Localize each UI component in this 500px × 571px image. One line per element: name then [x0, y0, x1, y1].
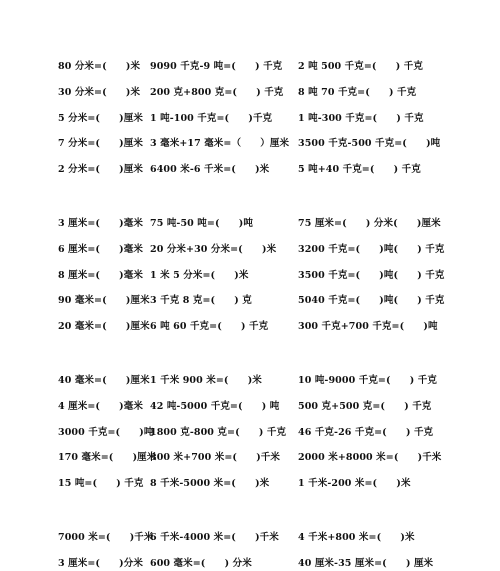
problem-row	[0, 161, 500, 177]
conversion-problem: 30 分米=( )米	[58, 86, 141, 98]
problem-row	[0, 372, 500, 388]
problem-row	[0, 135, 500, 151]
problem-row	[0, 241, 500, 257]
problem-row	[0, 110, 500, 126]
problem-row	[0, 267, 500, 283]
conversion-problem: 80 分米=( )米	[58, 61, 141, 72]
problem-row	[0, 424, 500, 440]
conversion-problem: 1800 克-800 克=( ) 千克	[150, 426, 287, 438]
conversion-problem: 3200 千克=( )吨( ) 千克	[298, 243, 445, 255]
conversion-problem: 1 吨-100 千克=( )千克	[150, 112, 273, 124]
conversion-problem: 20 毫米=( )厘米	[58, 321, 150, 333]
conversion-problem: 3500 千克-500 千克=( )吨	[298, 138, 441, 150]
conversion-problem: 6 千米-4000 米=( )千米	[150, 532, 279, 543]
problem-row	[0, 449, 500, 465]
conversion-problem: 5 吨+40 千克=( ) 千克	[298, 164, 421, 176]
conversion-problem: 42 吨-5000 千克=( ) 吨	[150, 400, 280, 412]
conversion-problem: 1 米 5 分米=( )米	[150, 269, 249, 281]
conversion-problem: 10 吨-9000 千克=( ) 千克	[298, 375, 437, 386]
conversion-problem: 20 分米+30 分米=( )米	[150, 243, 277, 255]
conversion-problem: 90 毫米=( )厘米	[58, 295, 150, 307]
conversion-problem: 3 毫米+17 毫米=（ ）厘米	[150, 138, 290, 150]
conversion-problem: 8 厘米=( )毫米	[58, 269, 143, 281]
conversion-problem: 1 千米 900 米=( )米	[150, 375, 262, 386]
conversion-problem: 2 吨 500 千克=( ) 千克	[298, 61, 423, 72]
conversion-problem: 6 厘米=( )毫米	[58, 243, 143, 255]
problem-row	[0, 215, 500, 231]
conversion-problem: 3 厘米=( )分米	[58, 557, 143, 569]
conversion-problem: 200 克+800 克=( ) 千克	[150, 86, 284, 98]
problem-row	[0, 58, 500, 74]
problem-row	[0, 84, 500, 100]
conversion-problem: 8 吨 70 千克=( ) 千克	[298, 86, 417, 98]
conversion-problem: 46 千克-26 千克=( ) 千克	[298, 426, 434, 438]
conversion-problem: 75 厘米=( ) 分米( )厘米	[298, 218, 441, 229]
conversion-problem: 500 克+500 克=( ) 千克	[298, 400, 432, 412]
conversion-problem: 7 分米=( )厘米	[58, 138, 143, 150]
conversion-problem: 15 吨=( ) 千克	[58, 478, 144, 490]
problem-row	[0, 555, 500, 571]
problem-row	[0, 398, 500, 414]
conversion-problem: 75 吨-50 吨=( )吨	[150, 218, 253, 229]
problem-row	[0, 292, 500, 308]
conversion-problem: 8 千米-5000 米=( )米	[150, 478, 270, 490]
conversion-problem: 3500 千克=( )吨( ) 千克	[298, 269, 445, 281]
conversion-problem: 7000 米=( )千米	[58, 532, 154, 543]
conversion-problem: 2000 米+8000 米=( )千米	[298, 452, 442, 464]
conversion-problem: 3 千克 8 克=( ) 克	[150, 295, 252, 307]
problem-row	[0, 529, 500, 545]
conversion-problem: 3 厘米=( )毫米	[58, 218, 143, 229]
conversion-problem: 5 分米=( )厘米	[58, 112, 143, 124]
conversion-problem: 40 厘米-35 厘米=( ) 厘米	[298, 557, 434, 569]
conversion-problem: 170 毫米=( )厘米	[58, 452, 157, 464]
conversion-problem: 300 千克+700 千克=( )吨	[298, 321, 438, 333]
problem-row	[0, 318, 500, 334]
conversion-problem: 1 千米-200 米=( )米	[298, 478, 411, 490]
conversion-problem: 5040 千克=( )吨( ) 千克	[298, 295, 445, 307]
conversion-problem: 600 毫米=( ) 分米	[150, 557, 252, 569]
conversion-problem: 6 吨 60 千克=( ) 千克	[150, 321, 269, 333]
conversion-problem: 40 毫米=( )厘米	[58, 375, 150, 386]
conversion-problem: 3000 千克=( )吨	[58, 426, 154, 438]
conversion-problem: 4 厘米=( )毫米	[58, 400, 143, 412]
problem-row	[0, 475, 500, 491]
conversion-problem: 1 吨-300 千克=( ) 千克	[298, 112, 424, 124]
conversion-problem: 4 千米+800 米=( )米	[298, 532, 415, 543]
conversion-problem: 6400 米-6 千米=( )米	[150, 164, 270, 176]
conversion-problem: 2 分米=( )厘米	[58, 164, 143, 176]
conversion-problem: 9090 千克-9 吨=( ) 千克	[150, 61, 283, 72]
conversion-problem: 300 米+700 米=( )千米	[150, 452, 280, 464]
